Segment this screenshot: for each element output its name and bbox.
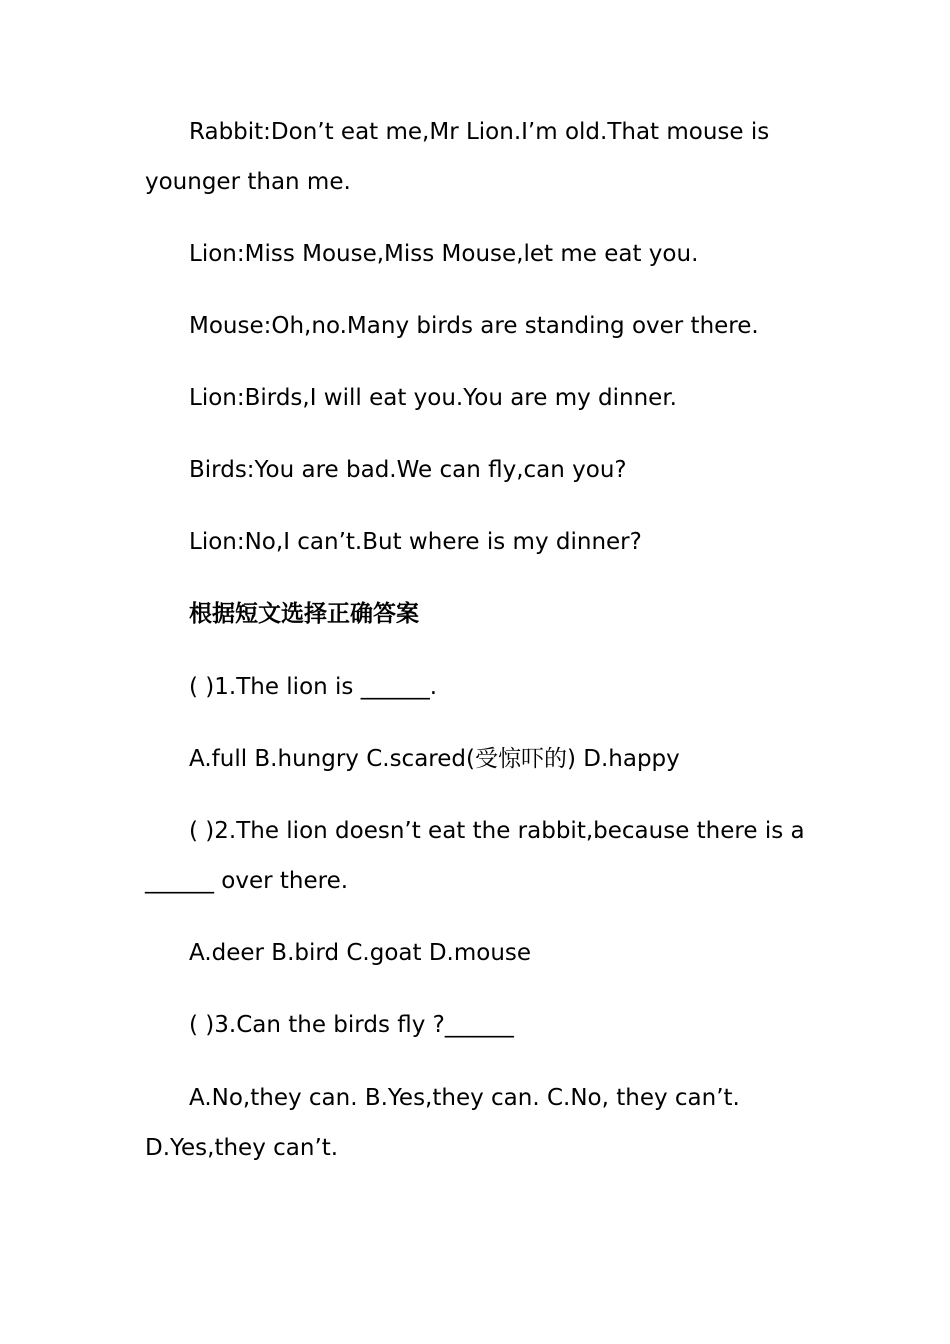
question-2-stem-line-1: ( )2.The lion doesn’t eat the rabbit,because there is a: [189, 818, 805, 844]
question-2-stem-line-2: ______ over there.: [145, 868, 349, 894]
question-1-stem: ( )1.The lion is ______.: [189, 674, 438, 700]
lion-line-1: Lion:Miss Mouse,Miss Mouse,let me eat you.: [189, 241, 699, 267]
question-1-options: A.full B.hungry C.scared(受惊吓的) D.happy: [189, 746, 680, 772]
question-3-options-line-1: A.No,they can. B.Yes,they can. C.No, they can’t.: [189, 1085, 740, 1111]
mouse-line: Mouse:Oh,no.Many birds are standing over there.: [189, 313, 759, 339]
section-heading: 根据短文选择正确答案: [189, 601, 419, 627]
question-3-stem: ( )3.Can the birds fly ?______: [189, 1012, 514, 1038]
rabbit-line-2: younger than me.: [145, 169, 351, 195]
rabbit-line-1: Rabbit:Don’t eat me,Mr Lion.I’m old.That mouse is: [189, 119, 770, 145]
question-2-options: A.deer B.bird C.goat D.mouse: [189, 940, 532, 966]
birds-line: Birds:You are bad.We can fly,can you?: [189, 457, 627, 483]
lion-line-2: Lion:Birds,I will eat you.You are my dinner.: [189, 385, 677, 411]
question-3-options-line-2: D.Yes,they can’t.: [145, 1135, 339, 1161]
lion-line-3: Lion:No,I can’t.But where is my dinner?: [189, 529, 642, 555]
